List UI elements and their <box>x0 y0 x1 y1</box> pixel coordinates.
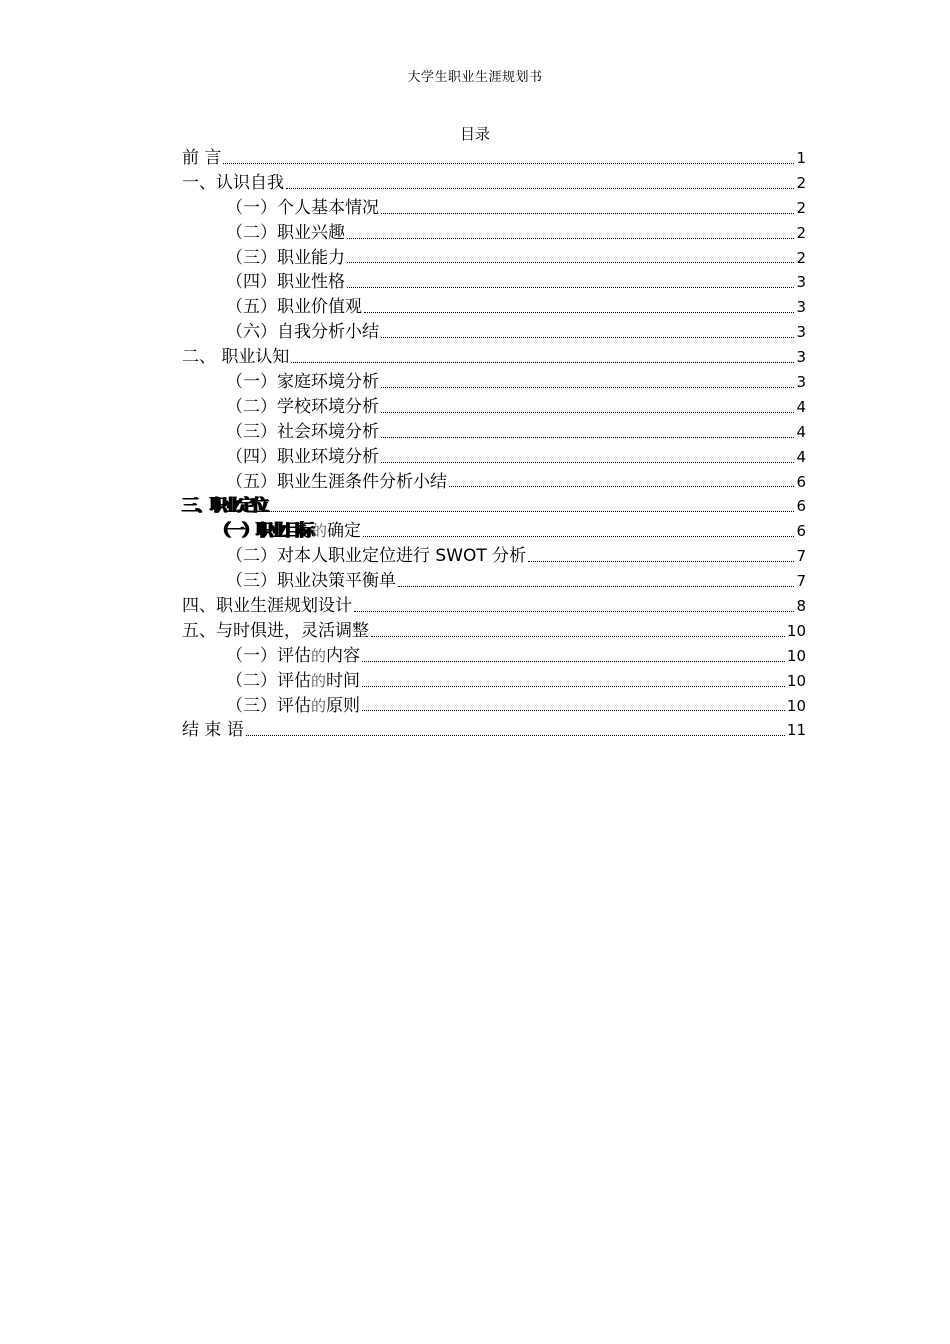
toc-leader-dots <box>268 511 794 512</box>
toc-entry-page: 7 <box>796 572 806 591</box>
toc-leader-dots <box>362 710 785 711</box>
toc-entry-label-suffix: 时间 <box>326 670 361 691</box>
toc-leader-dots <box>381 412 794 413</box>
toc-entry-page: 10 <box>786 621 806 640</box>
toc-leader-dots <box>381 337 794 338</box>
toc-entry-page: 4 <box>796 422 806 441</box>
toc-entry-label-prefix: （一）评估 <box>226 645 311 666</box>
toc-entry-label: （五）职业价值观 <box>226 297 362 318</box>
toc-leader-dots <box>528 561 794 562</box>
toc-entry-label <box>226 669 360 694</box>
toc-entry-label: 前 言 <box>182 147 222 168</box>
toc-entry-page: 2 <box>796 223 806 242</box>
toc-leader-dots <box>291 362 794 363</box>
toc-entry-label-suffix: 确定 <box>327 521 362 542</box>
toc-entry[interactable] <box>182 395 806 420</box>
toc-entry-label: （三）职业能力 <box>226 247 345 268</box>
toc-entry[interactable] <box>182 470 806 495</box>
toc-entry[interactable] <box>182 569 806 594</box>
toc-entry-label-mid: 的 <box>311 696 327 715</box>
toc-entry-page: 6 <box>796 497 806 516</box>
toc-entry[interactable] <box>182 320 806 345</box>
toc-entry-page: 3 <box>796 273 806 292</box>
toc-entry-label-mid: 的 <box>311 646 327 665</box>
table-of-contents <box>182 146 806 743</box>
toc-entry-page: 2 <box>796 173 806 192</box>
toc-entry-page: 2 <box>796 248 806 267</box>
toc-entry-label: （二）学校环境分析 <box>226 396 379 417</box>
toc-entry-label: （二）职业兴趣 <box>226 222 345 243</box>
toc-entry[interactable] <box>182 420 806 445</box>
toc-entry[interactable] <box>182 171 806 196</box>
toc-entry-label: （六）自我分析小结 <box>226 322 379 343</box>
toc-entry[interactable] <box>182 494 806 519</box>
toc-entry-page: 4 <box>796 447 806 466</box>
toc-entry-label: （二）对本人职业定位进行 SWOT 分析 <box>226 546 527 567</box>
toc-entry-label-mid: 的 <box>311 671 327 690</box>
toc-leader-dots <box>363 536 794 537</box>
toc-entry[interactable] <box>182 519 806 544</box>
toc-leader-dots <box>371 636 785 637</box>
toc-entry[interactable] <box>182 694 806 719</box>
toc-leader-dots <box>398 586 794 587</box>
toc-entry[interactable] <box>182 345 806 370</box>
toc-leader-dots <box>381 387 794 388</box>
toc-entry-label-suffix: 内容 <box>326 645 361 666</box>
toc-entry-label: 一、认识自我 <box>182 172 284 193</box>
toc-entry-label: （一）家庭环境分析 <box>226 372 379 392</box>
toc-entry-page: 3 <box>796 298 806 317</box>
toc-entry-label-suffix: 原则 <box>326 695 361 716</box>
toc-leader-dots <box>347 238 794 239</box>
toc-entry-label <box>214 519 361 544</box>
toc-entry[interactable] <box>182 295 806 320</box>
toc-entry-label: （一）个人基本情况 <box>226 197 379 218</box>
toc-leader-dots <box>347 262 794 263</box>
toc-leader-dots <box>449 486 794 487</box>
toc-leader-dots <box>362 661 785 662</box>
toc-entry-page: 3 <box>796 323 806 342</box>
toc-entry[interactable] <box>182 619 806 644</box>
toc-entry-page: 3 <box>796 373 806 391</box>
toc-entry[interactable] <box>182 594 806 619</box>
toc-entry[interactable] <box>182 544 806 569</box>
toc-entry[interactable] <box>182 196 806 221</box>
toc-leader-dots <box>381 462 794 463</box>
toc-leader-dots <box>364 312 794 313</box>
toc-entry[interactable] <box>182 146 806 171</box>
toc-entry[interactable] <box>182 246 806 271</box>
toc-entry[interactable] <box>182 445 806 470</box>
toc-entry-label-mid: 的 <box>312 522 328 541</box>
toc-leader-dots <box>223 163 794 164</box>
toc-leader-dots <box>246 735 785 736</box>
toc-leader-dots <box>354 611 794 612</box>
toc-title: 目录 <box>459 125 490 143</box>
toc-leader-dots <box>286 188 794 189</box>
toc-entry[interactable] <box>182 221 806 246</box>
toc-leader-dots <box>381 437 794 438</box>
toc-entry-label-prefix: （一）职业目标 <box>214 521 312 542</box>
toc-entry-page: 8 <box>796 597 806 616</box>
running-header: 大学生职业生涯规划书 <box>407 70 543 85</box>
toc-leader-dots <box>347 287 794 288</box>
toc-entry[interactable] <box>182 669 806 694</box>
toc-entry-label <box>226 644 360 669</box>
toc-entry-label: （五）职业生涯条件分析小结 <box>226 471 447 492</box>
toc-entry-page: 11 <box>786 721 806 740</box>
toc-entry-page: 2 <box>796 198 806 217</box>
toc-entry-label: 三、职业定位 <box>182 496 266 517</box>
toc-entry-label: 结 束 语 <box>182 720 244 741</box>
toc-entry-label: （三）社会环境分析 <box>226 421 379 442</box>
toc-entry-label: （四）职业性格 <box>226 272 345 293</box>
toc-entry-label-prefix: （三）评估 <box>226 695 311 716</box>
toc-entry-label-prefix: （二）评估 <box>226 670 311 691</box>
toc-entry-label: （四）职业环境分析 <box>226 446 379 467</box>
toc-entry-page: 7 <box>796 547 806 566</box>
toc-entry[interactable] <box>182 270 806 295</box>
toc-entry[interactable] <box>182 718 806 743</box>
toc-entry-page: 6 <box>796 472 806 491</box>
toc-entry-page: 10 <box>786 646 806 665</box>
toc-entry-label: 四、职业生涯规划设计 <box>182 596 352 617</box>
toc-leader-dots <box>362 686 785 687</box>
toc-entry-page: 6 <box>796 522 806 541</box>
toc-entry-page: 3 <box>796 348 806 367</box>
toc-entry[interactable] <box>182 644 806 669</box>
toc-entry-page: 10 <box>786 696 806 715</box>
toc-leader-dots <box>381 213 794 214</box>
toc-entry-page: 1 <box>796 148 806 167</box>
toc-entry-page: 10 <box>786 671 806 690</box>
toc-entry-label: 二、 职业认知 <box>182 347 290 368</box>
toc-entry[interactable] <box>182 370 806 395</box>
toc-entry-label: 五、与时俱进，灵活调整 <box>182 620 369 641</box>
toc-entry-label <box>226 694 360 719</box>
toc-entry-label: （三）职业决策平衡单 <box>226 571 396 592</box>
toc-entry-page: 4 <box>796 397 806 416</box>
